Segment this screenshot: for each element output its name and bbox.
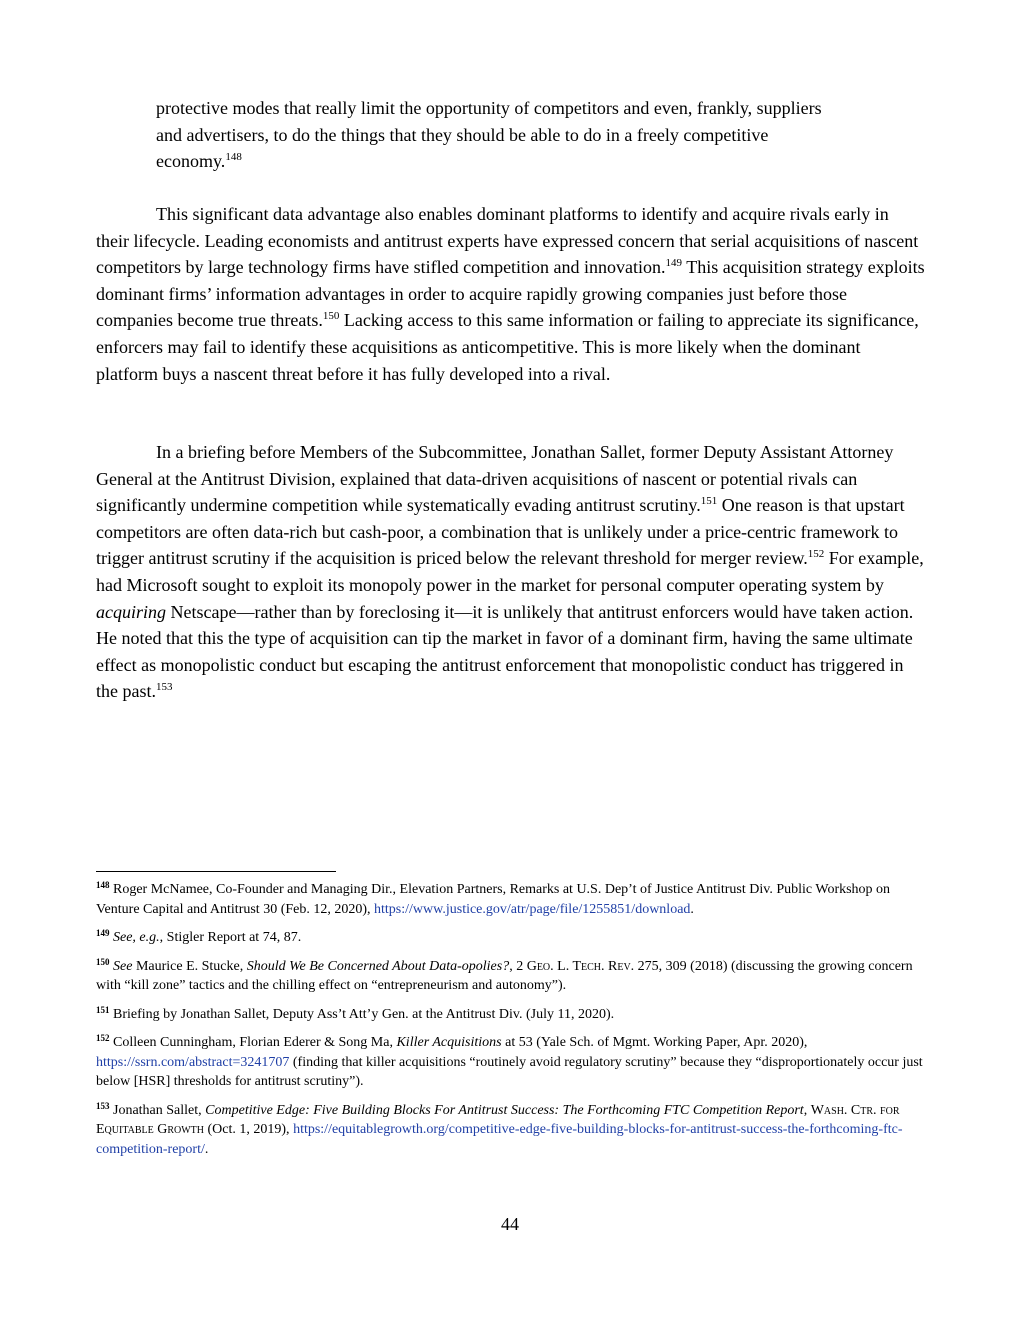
- footnote-148: [96, 880, 926, 919]
- footnote-text: Briefing by Jonathan Sallet, Deputy Ass’t Att’y Gen. at the Antitrust Div. (July 11, 2020).: [109, 1006, 615, 1022]
- footnote-ref-151[interactable]: 151: [700, 495, 718, 508]
- footnote-emphasis: See, e.g.: [113, 930, 160, 945]
- footnote-151: [96, 1005, 926, 1025]
- footnote-text: .: [204, 1141, 209, 1157]
- paragraph-text: One reason is that upstart competitors are often data-rich but cash-poor, a combination that is unlikely under a price-centric framework to trigger antitrust scrutiny if the acquisition is priced below the relevant threshold for merger review.: [96, 495, 905, 569]
- footnote-150: [96, 957, 926, 996]
- paragraph-text: This significant data advantage also enables dominant platforms to identify and acquire rivals early in their lifecycle. Leading economists and antitrust experts have expressed concern that serial acquisitions of nascent competitors by large technology firms have stifled competition and innovation.: [96, 204, 919, 278]
- footnote-ref-153[interactable]: 153: [156, 681, 173, 694]
- footnote-ref-149[interactable]: 149: [665, 257, 683, 270]
- footnote-separator: [96, 871, 336, 872]
- footnote-text: (Oct. 1, 2019),: [204, 1122, 294, 1137]
- footnote-link[interactable]: https://ssrn.com/abstract=3241707: [96, 1054, 290, 1070]
- paragraph-text: In a briefing before Members of the Subcommittee, Jonathan Sallet, former Deputy Assistant Attorney General at the Antitrust Division, explained that data-driven acquisitions of nascent or potential rivals can significantly undermine competition while systematically evading antitrust scrutiny.: [96, 442, 894, 516]
- footnote-text: (finding that killer acquisitions “routinely avoid regulatory scrutiny” because they “disproportionately occur just below [HSR] thresholds for antitrust scrutiny”).: [96, 1054, 923, 1089]
- footnote-152: [96, 1033, 926, 1092]
- footnote-number: 148: [96, 880, 110, 890]
- emphasis-text: acquiring: [96, 601, 166, 622]
- page-number: 44: [501, 1214, 519, 1234]
- footnote-text: .: [690, 901, 694, 917]
- footnote-153: [96, 1101, 926, 1160]
- paragraph-data-advantage: [96, 201, 926, 387]
- footnote-text: , 2: [509, 958, 527, 974]
- paragraph-text: For example, had Microsoft sought to exploit its monopoly power in the market for personal computer operating system by: [96, 548, 924, 595]
- paragraph-sallet-briefing: [96, 439, 926, 705]
- footnote-number: 152: [96, 1033, 110, 1043]
- footnote-text: at 53 (Yale Sch. of Mgmt. Working Paper, Apr. 2020),: [501, 1035, 808, 1050]
- footnote-text: Maurice E. Stucke,: [132, 958, 247, 974]
- block-quote: [156, 95, 826, 175]
- footnotes-section: [96, 880, 926, 1168]
- footnote-text: ,: [803, 1102, 811, 1118]
- footnote-text: 275, 309 (2018) (discussing the growing concern with “kill zone” tactics and the chilling effect on “entrepreneurism and autonomy”).: [96, 958, 913, 993]
- footnote-number: 153: [96, 1100, 110, 1111]
- paragraph-text: Lacking access to this same information or failing to appreciate its significance, enforcers may fail to identify these acquisitions as anticompetitive. This is more likely when the dominant platform buys a nascent threat before it has fully developed into a rival.: [96, 310, 919, 384]
- footnote-text: Colleen Cunningham, Florian Ederer & Song Ma,: [109, 1035, 397, 1050]
- footnote-link[interactable]: https://www.justice.gov/atr/page/file/1255851/download: [374, 901, 691, 917]
- footnote-text: , Stigler Report at 74, 87.: [159, 930, 302, 945]
- footnote-number: 151: [96, 1004, 110, 1015]
- footnote-ref-150[interactable]: 150: [322, 310, 340, 323]
- footnote-ref-152[interactable]: 152: [807, 548, 825, 561]
- footnote-ref-148[interactable]: 148: [225, 151, 242, 164]
- footnote-text: Roger McNamee, Co-Founder and Managing Dir., Elevation Partners, Remarks at U.S. Dep’t of Justice Antitrust Div. Public Workshop on Venture Capital and Antitrust 30 (Feb. 12, 2020),: [96, 882, 891, 917]
- footnote-emphasis: Competitive Edge: Five Building Blocks For Antitrust Success: The Forthcoming FTC Competition Report: [205, 1102, 804, 1118]
- footnote-link[interactable]: https://equitablegrowth.org/competitive-edge-five-building-blocks-for-antitrust-success-the-forthcoming-ftc-competition-report/: [96, 1122, 903, 1157]
- paragraph-text: Netscape—rather than by foreclosing it—it is unlikely that antitrust enforcers would have taken action. He noted that this the type of acquisition can tip the market in favor of a dominant firm, having the same ultimate effect as monopolistic conduct but escaping the antitrust enforcement that monopolistic conduct has triggered in the past.: [96, 601, 914, 702]
- footnote-emphasis: Should We Be Concerned About Data-opolies?: [246, 958, 510, 974]
- footnote-number: 149: [96, 928, 110, 938]
- footnote-emphasis: Killer Acquisitions: [396, 1035, 502, 1050]
- footnote-emphasis: See: [113, 958, 133, 974]
- footnote-text: Jonathan Sallet,: [109, 1102, 206, 1118]
- footnote-149: [96, 928, 926, 948]
- footnote-publisher: Wash. Ctr. for Equitable Growth: [96, 1102, 900, 1137]
- footnote-journal: Geo. L. Tech. Rev.: [526, 958, 635, 974]
- footnote-number: 150: [96, 956, 110, 967]
- paragraph-text: This acquisition strategy exploits dominant firms’ information advantages in order to acquire rapidly growing companies just before those companies become true threats.: [96, 257, 925, 331]
- quote-text: protective modes that really limit the opportunity of competitors and even, frankly, suppliers and advertisers, to do the things that they should be able to do in a freely competitive economy.: [156, 98, 822, 172]
